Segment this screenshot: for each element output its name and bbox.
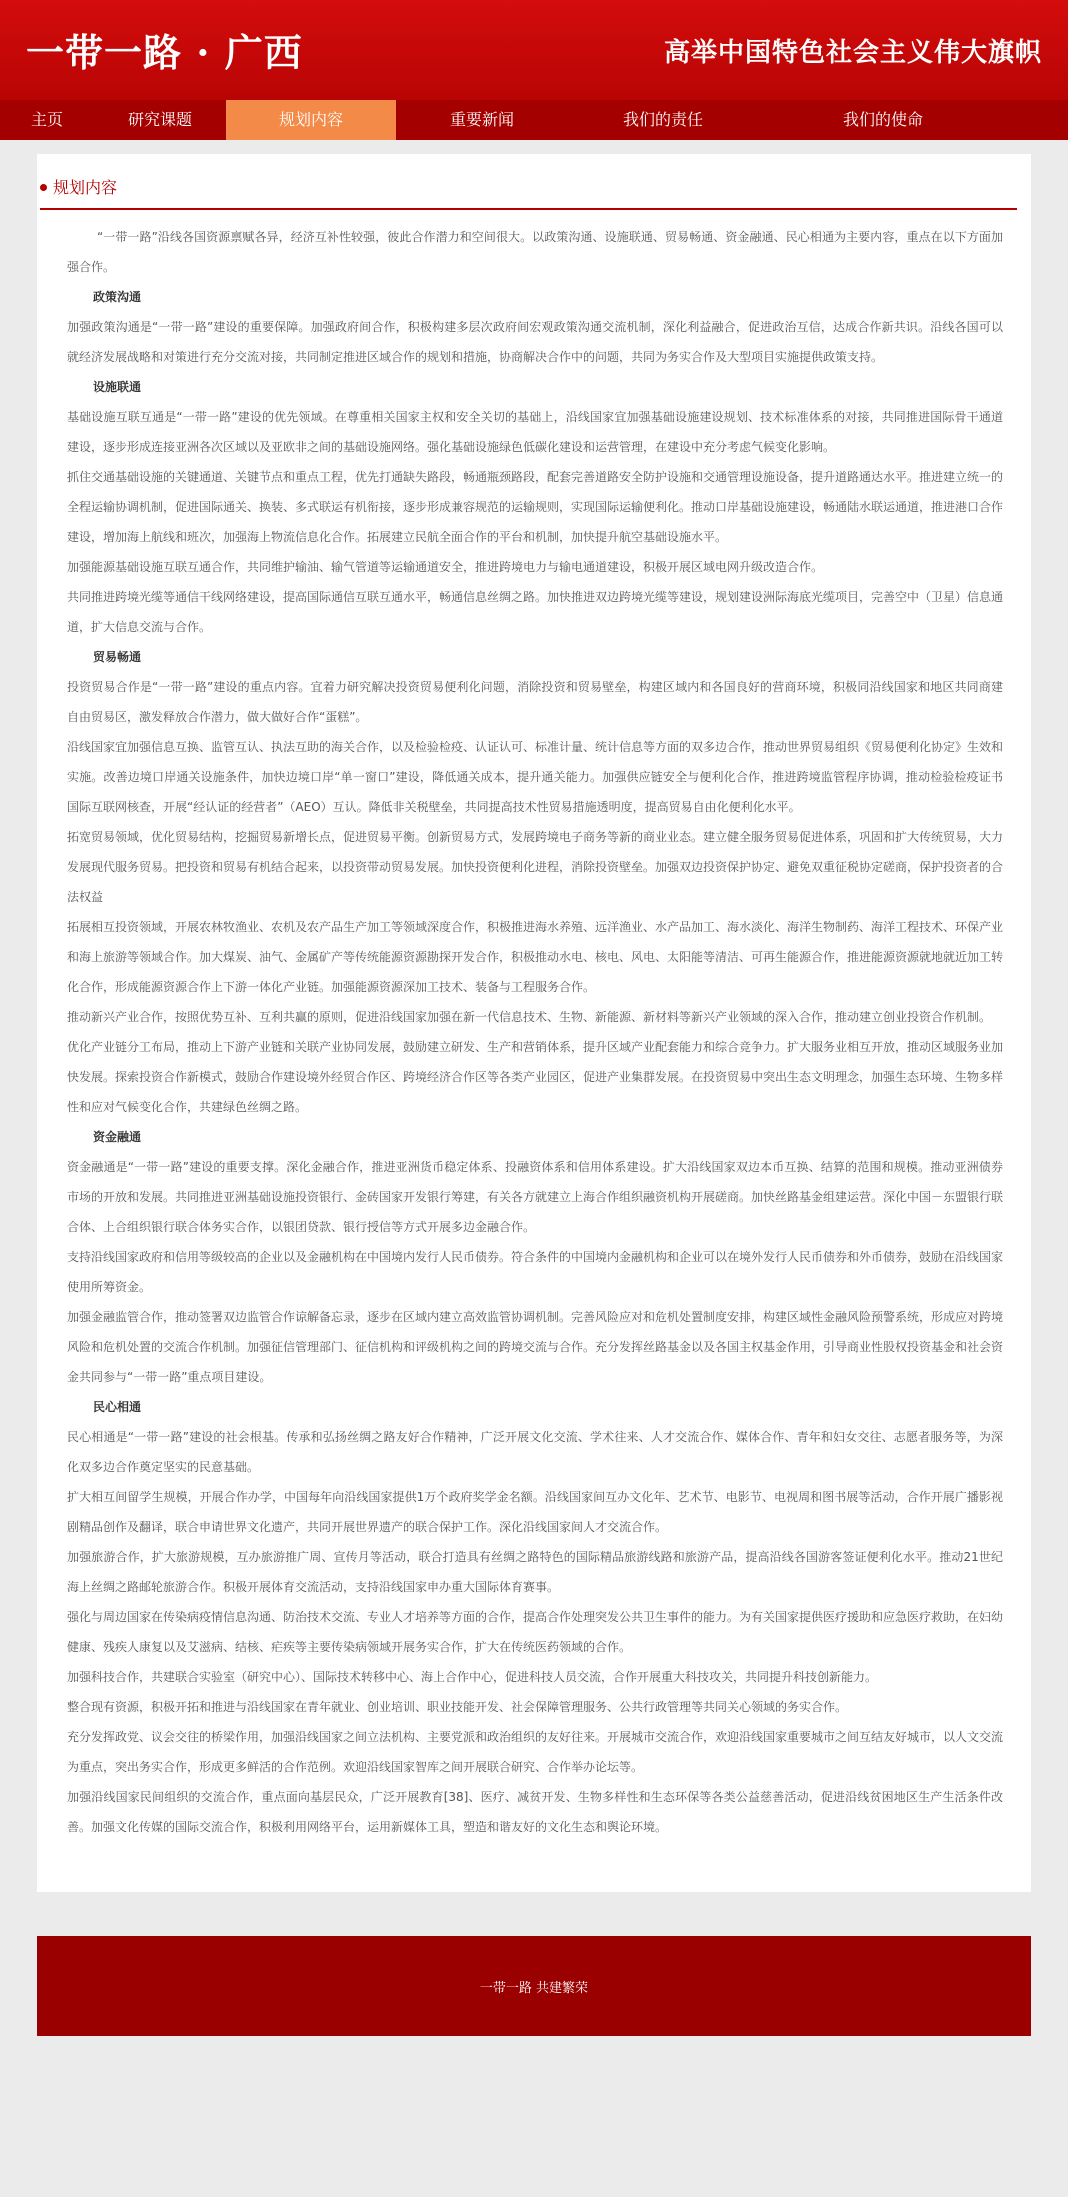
body-paragraph: 加强科技合作，共建联合实验室（研究中心）、国际技术转移中心、海上合作中心，促进科技人员交流，合作开展重大科技攻关，共同提升科技创新能力。 xyxy=(67,1670,878,1684)
body-paragraph: 支持沿线国家政府和信用等级较高的企业以及金融机构在中国境内发行人民币债券。符合条件的中国境内金融机构和企业可以在境外发行人民币债券和外币债券，鼓励在沿线国家使用所筹资金。 xyxy=(67,1250,1004,1294)
body-paragraph: “一带一路”沿线各国资源禀赋各异，经济互补性较强，彼此合作潜力和空间很大。以政策沟通、设施联通、贸易畅通、资金融通、民心相通为主要内容，重点在以下方面加强合作。 xyxy=(67,230,1003,274)
header-slogan: 高举中国特色社会主义伟大旗帜 xyxy=(663,38,1042,68)
body-paragraph: 加强金融监管合作，推动签署双边监管合作谅解备忘录，逐步在区域内建立高效监管协调机制。完善风险应对和危机处置制度安排，构建区域性金融风险预警系统，形成应对跨境风险和危机处置的交流合作机制。加强征信管理部门、征信机构和评级机构之间的跨境交流与合作。充分发挥丝路基金以及各国主权基金作用，引导商业性股权投资基金和社会资金共同参与“一带一路”重点项目建设。 xyxy=(67,1310,1004,1384)
subsection-heading: 民心相通 xyxy=(93,1400,142,1414)
nav-item-mission[interactable]: 我们的使命 xyxy=(842,110,923,129)
body-paragraph: 推动新兴产业合作，按照优势互补、互利共赢的原则，促进沿线国家加强在新一代信息技术、生物、新能源、新材料等新兴产业领域的深入合作，推动建立创业投资合作机制。 xyxy=(67,1010,992,1024)
body-paragraph: 共同推进跨境光缆等通信干线网络建设，提高国际通信互联互通水平，畅通信息丝绸之路。加快推进双边跨境光缆等建设，规划建设洲际海底光缆项目，完善空中（卫星）信息通道，扩大信息交流与合作。 xyxy=(67,590,1004,634)
site-footer xyxy=(37,1936,1031,2036)
body-paragraph: 加强旅游合作，扩大旅游规模，互办旅游推广周、宣传月等活动，联合打造具有丝绸之路特色的国际精品旅游线路和旅游产品，提高沿线各国游客签证便利化水平。推动21世纪海上丝绸之路邮轮旅游合作。积极开展体育交流活动，支持沿线国家申办重大国际体育赛事。 xyxy=(67,1550,1003,1594)
footer-text: 一带一路 共建繁荣 xyxy=(479,1980,589,1996)
body-paragraph: 投资贸易合作是“一带一路”建设的重点内容。宜着力研究解决投资贸易便利化问题，消除投资和贸易壁垒，构建区域内和各国良好的营商环境，积极同沿线国家和地区共同商建自由贸易区，激发释放合作潜力，做大做好合作“蛋糕”。 xyxy=(67,680,1003,724)
body-paragraph: 沿线国家宜加强信息互换、监管互认、执法互助的海关合作，以及检验检疫、认证认可、标准计量、统计信息等方面的双多边合作，推动世界贸易组织《贸易便利化协定》生效和实施。改善边境口岸通关设施条件，加快边境口岸“单一窗口”建设，降低通关成本，提升通关能力。加强供应链安全与便利化合作，推进跨境监管程序协调，推动检验检疫证书国际互联网核查，开展“经认证的经营者”（AEO）互认。降低非关税壁垒，共同提高技术性贸易措施透明度，提高贸易自由化便利化水平。 xyxy=(67,740,1004,814)
nav-item-home[interactable]: 主页 xyxy=(30,110,63,129)
site-logo[interactable]: 一带一路 · 广西 xyxy=(26,30,303,75)
subsection-heading: 政策沟通 xyxy=(93,290,142,304)
bullet-icon xyxy=(40,184,47,191)
section-header xyxy=(37,178,1031,198)
section-divider xyxy=(40,208,1017,210)
nav-item-news[interactable]: 重要新闻 xyxy=(449,110,514,129)
nav-item-planning[interactable]: 规划内容 xyxy=(226,100,396,140)
site-header xyxy=(0,0,1068,100)
subsection-heading: 资金融通 xyxy=(93,1130,142,1144)
nav-item-research[interactable]: 研究课题 xyxy=(127,110,192,129)
body-paragraph: 加强沿线国家民间组织的交流合作，重点面向基层民众，广泛开展教育[38]、医疗、减贫开发、生物多样性和生态环保等各类公益慈善活动，促进沿线贫困地区生产生活条件改善。加强文化传媒的国际交流合作，积极利用网络平台，运用新媒体工具，塑造和谐友好的文化生态和舆论环境。 xyxy=(67,1790,1003,1834)
body-paragraph: 民心相通是“一带一路”建设的社会根基。传承和弘扬丝绸之路友好合作精神，广泛开展文化交流、学术往来、人才交流合作、媒体合作、青年和妇女交往、志愿者服务等，为深化双多边合作奠定坚实的民意基础。 xyxy=(67,1430,1003,1474)
body-paragraph: 拓展相互投资领域，开展农林牧渔业、农机及农产品生产加工等领域深度合作，积极推进海水养殖、远洋渔业、水产品加工、海水淡化、海洋生物制药、海洋工程技术、环保产业和海上旅游等领域合作。加大煤炭、油气、金属矿产等传统能源资源勘探开发合作，积极推动水电、核电、风电、太阳能等清洁、可再生能源合作，推进能源资源就地就近加工转化合作，形成能源资源合作上下游一体化产业链。加强能源资源深加工技术、装备与工程服务合作。 xyxy=(67,920,1004,994)
body-paragraph: 优化产业链分工布局，推动上下游产业链和关联产业协同发展，鼓励建立研发、生产和营销体系，提升区域产业配套能力和综合竞争力。扩大服务业相互开放，推动区域服务业加快发展。探索投资合作新模式，鼓励合作建设境外经贸合作区、跨境经济合作区等各类产业园区，促进产业集群发展。在投资贸易中突出生态文明理念，加强生态环境、生物多样性和应对气候变化合作，共建绿色丝绸之路。 xyxy=(67,1040,1004,1114)
body-paragraph: 整合现有资源，积极开拓和推进与沿线国家在青年就业、创业培训、职业技能开发、社会保障管理服务、公共行政管理等共同关心领域的务实合作。 xyxy=(67,1700,848,1714)
body-paragraph: 抓住交通基础设施的关键通道、关键节点和重点工程，优先打通缺失路段，畅通瓶颈路段，配套完善道路安全防护设施和交通管理设施设备，提升道路通达水平。推进建立统一的全程运输协调机制，促进国际通关、换装、多式联运有机衔接，逐步形成兼容规范的运输规则，实现国际运输便利化。推动口岸基础设施建设，畅通陆水联运通道，推进港口合作建设，增加海上航线和班次，加强海上物流信息化合作。拓展建立民航全面合作的平台和机制，加快提升航空基础设施水平。 xyxy=(67,470,1004,544)
subsection-heading: 贸易畅通 xyxy=(93,650,142,664)
body-paragraph: 强化与周边国家在传染病疫情信息沟通、防治技术交流、专业人才培养等方面的合作，提高合作处理突发公共卫生事件的能力。为有关国家提供医疗援助和应急医疗救助，在妇幼健康、残疾人康复以及艾滋病、结核、疟疾等主要传染病领域开展务实合作，扩大在传统医药领域的合作。 xyxy=(67,1610,1004,1654)
body-paragraph: 加强政策沟通是“一带一路”建设的重要保障。加强政府间合作，积极构建多层次政府间宏观政策沟通交流机制，深化利益融合，促进政治互信，达成合作新共识。沿线各国可以就经济发展战略和对策进行充分交流对接，共同制定推进区域合作的规划和措施，协商解决合作中的问题，共同为务实合作及大型项目实施提供政策支持。 xyxy=(67,320,1003,364)
main-content xyxy=(37,154,1031,1892)
body-paragraph: 拓宽贸易领域，优化贸易结构，挖掘贸易新增长点，促进贸易平衡。创新贸易方式，发展跨境电子商务等新的商业业态。建立健全服务贸易促进体系，巩固和扩大传统贸易，大力发展现代服务贸易。把投资和贸易有机结合起来，以投资带动贸易发展。加快投资便利化进程，消除投资壁垒。加强双边投资保护协定、避免双重征税协定磋商，保护投资者的合法权益 xyxy=(67,830,1004,904)
body-paragraph: 资金融通是“一带一路”建设的重要支撑。深化金融合作，推进亚洲货币稳定体系、投融资体系和信用体系建设。扩大沿线国家双边本币互换、结算的范围和规模。推动亚洲债券市场的开放和发展。共同推进亚洲基础设施投资银行、金砖国家开发银行筹建，有关各方就建立上海合作组织融资机构开展磋商。加快丝路基金组建运营。深化中国－东盟银行联合体、上合组织银行联合体务实合作，以银团贷款、银行授信等方式开展多边金融合作。 xyxy=(67,1160,1004,1234)
nav-item-responsibility[interactable]: 我们的责任 xyxy=(622,110,703,129)
section-title: 规划内容 xyxy=(53,178,118,197)
body-paragraph: 加强能源基础设施互联互通合作，共同维护输油、输气管道等运输通道安全，推进跨境电力与输电通道建设，积极开展区域电网升级改造合作。 xyxy=(67,560,824,574)
body-paragraph: 扩大相互间留学生规模，开展合作办学，中国每年向沿线国家提供1万个政府奖学金名额。沿线国家间互办文化年、艺术节、电影节、电视周和图书展等活动，合作开展广播影视剧精品创作及翻译，联合申请世界文化遗产，共同开展世界遗产的联合保护工作。深化沿线国家间人才交流合作。 xyxy=(67,1490,1003,1534)
subsection-heading: 设施联通 xyxy=(93,380,142,394)
body-paragraph: 充分发挥政党、议会交往的桥梁作用，加强沿线国家之间立法机构、主要党派和政治组织的友好往来。开展城市交流合作，欢迎沿线国家重要城市之间互结友好城市，以人文交流为重点，突出务实合作，形成更多鲜活的合作范例。欢迎沿线国家智库之间开展联合研究、合作举办论坛等。 xyxy=(67,1730,1004,1774)
body-paragraph: 基础设施互联互通是“一带一路”建设的优先领域。在尊重相关国家主权和安全关切的基础上，沿线国家宜加强基础设施建设规划、技术标准体系的对接，共同推进国际骨干通道建设，逐步形成连接亚洲各次区域以及亚欧非之间的基础设施网络。强化基础设施绿色低碳化建设和运营管理，在建设中充分考虑气候变化影响。 xyxy=(67,410,1003,454)
article-body xyxy=(37,222,1031,1842)
main-nav xyxy=(0,100,1068,140)
